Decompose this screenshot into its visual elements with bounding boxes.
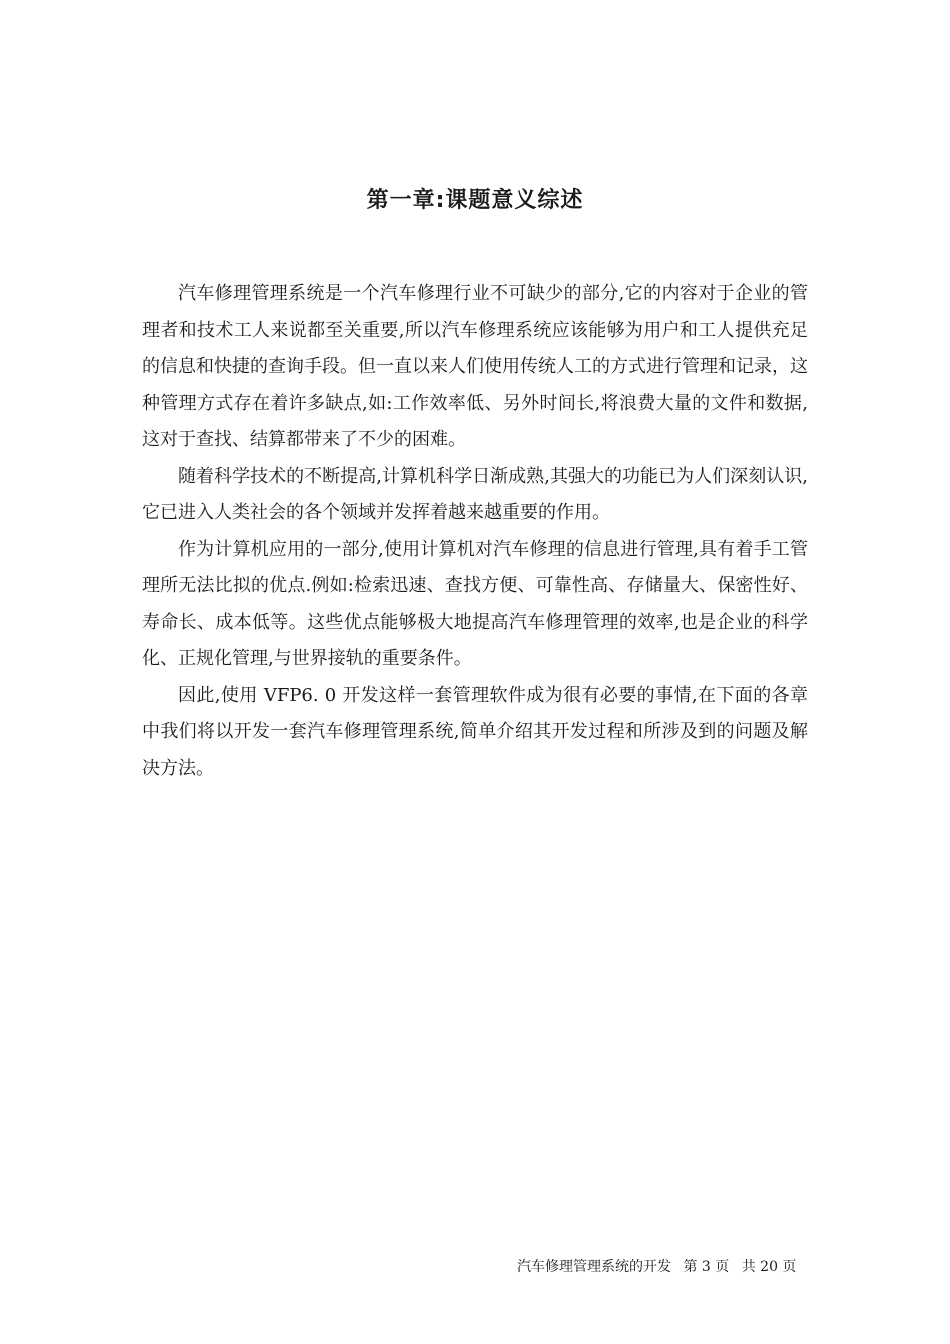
footer-total-pages: 共 20 页 [741,1259,797,1275]
chapter-title: 第一章:课题意义综述 [366,188,584,213]
paragraph-3: 作为计算机应用的一部分,使用计算机对汽车修理的信息进行管理,具有着手工管理所无法比拟的优点.例如:检索迅速、查找方便、可靠性高、存储量大、保密性好、寿命长、成本低等。这些优点能够极大地提高汽车修理管理的效率,也是企业的科学化、正规化管理,与世界接轨的重要条件。 [142,538,808,669]
page-footer [517,1256,804,1276]
body-text [142,276,808,787]
footer-doc-title: 汽车修理管理系统的开发 [517,1259,671,1275]
paragraph-4: 因此,使用 VFP6. 0 开发这样一套管理软件成为很有必要的事情,在下面的各章中我们将以开发一套汽车修理管理系统,简单介绍其开发过程和所涉及到的问题及解决方法。 [142,684,808,779]
paragraph-2: 随着科学技术的不断提高,计算机科学日渐成熟,其强大的功能已为人们深刻认识,它已进入人类社会的各个领域并发挥着越来越重要的作用。 [142,465,808,523]
paragraph-1: 汽车修理管理系统是一个汽车修理行业不可缺少的部分,它的内容对于企业的管理者和技术工人来说都至关重要,所以汽车修理系统应该能够为用户和工人提供充足的信息和快捷的查询手段。但一直以来人们使用传统人工的方式进行管理和记录，这种管理方式存在着许多缺点,如:工作效率低、另外时间长,将浪费大量的文件和数据,这对于查找、结算都带来了不少的困难。 [142,283,808,450]
footer-page-number: 第 3 页 [683,1259,730,1275]
